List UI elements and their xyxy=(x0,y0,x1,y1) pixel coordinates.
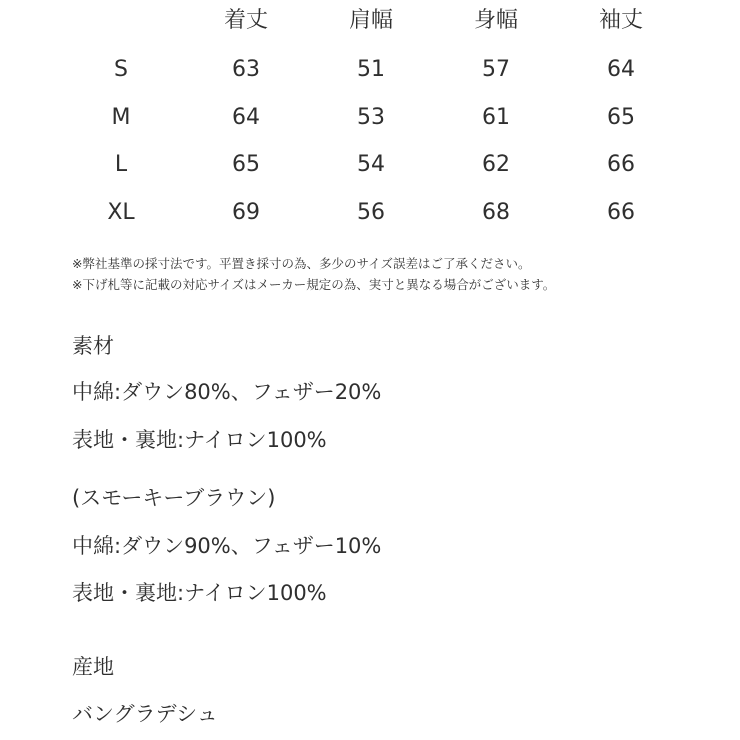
table-cell: 68 xyxy=(482,200,510,225)
table-cell: 64 xyxy=(232,105,260,130)
table-cell: 65 xyxy=(232,152,260,177)
table-cell: 61 xyxy=(482,105,510,130)
table-cell: 54 xyxy=(357,152,385,177)
table-cell: 63 xyxy=(232,57,260,82)
size-label: M xyxy=(111,105,131,130)
material-filling-alt: 中綿:ダウン90%、フェザー10% xyxy=(72,534,382,558)
table-cell: 66 xyxy=(607,152,635,177)
note-line: ※下げ札等に記載の対応サイズはメーカー規定の為、実寸と異なる場合がございます。 xyxy=(72,277,556,292)
origin-heading: 産地 xyxy=(72,655,114,679)
material-filling: 中綿:ダウン80%、フェザー20% xyxy=(72,380,382,404)
table-cell: 57 xyxy=(482,57,510,82)
table-cell: 65 xyxy=(607,105,635,130)
header-length: 着丈 xyxy=(223,8,268,33)
size-label: S xyxy=(114,57,128,82)
material-shell-alt: 表地・裏地:ナイロン100% xyxy=(72,581,327,605)
measurement-notes xyxy=(72,253,555,295)
header-shoulder: 肩幅 xyxy=(348,8,393,33)
material-color-note: (スモーキーブラウン) xyxy=(72,486,276,510)
size-label: XL xyxy=(107,200,135,225)
origin-value: バングラデシュ xyxy=(72,702,218,726)
table-cell: 51 xyxy=(357,57,385,82)
table-cell: 62 xyxy=(482,152,510,177)
note-line: ※弊社基準の採寸法です。平置き採寸の為、多少のサイズ誤差はご了承ください。 xyxy=(72,256,531,271)
material-shell: 表地・裏地:ナイロン100% xyxy=(72,428,327,452)
table-cell: 69 xyxy=(232,200,260,225)
table-cell: 64 xyxy=(607,57,635,82)
table-cell: 56 xyxy=(357,200,385,225)
size-label: L xyxy=(114,152,128,177)
header-chest: 身幅 xyxy=(473,8,518,33)
header-sleeve: 袖丈 xyxy=(598,8,643,33)
table-cell: 66 xyxy=(607,200,635,225)
table-cell: 53 xyxy=(357,105,385,130)
material-heading: 素材 xyxy=(72,334,114,358)
